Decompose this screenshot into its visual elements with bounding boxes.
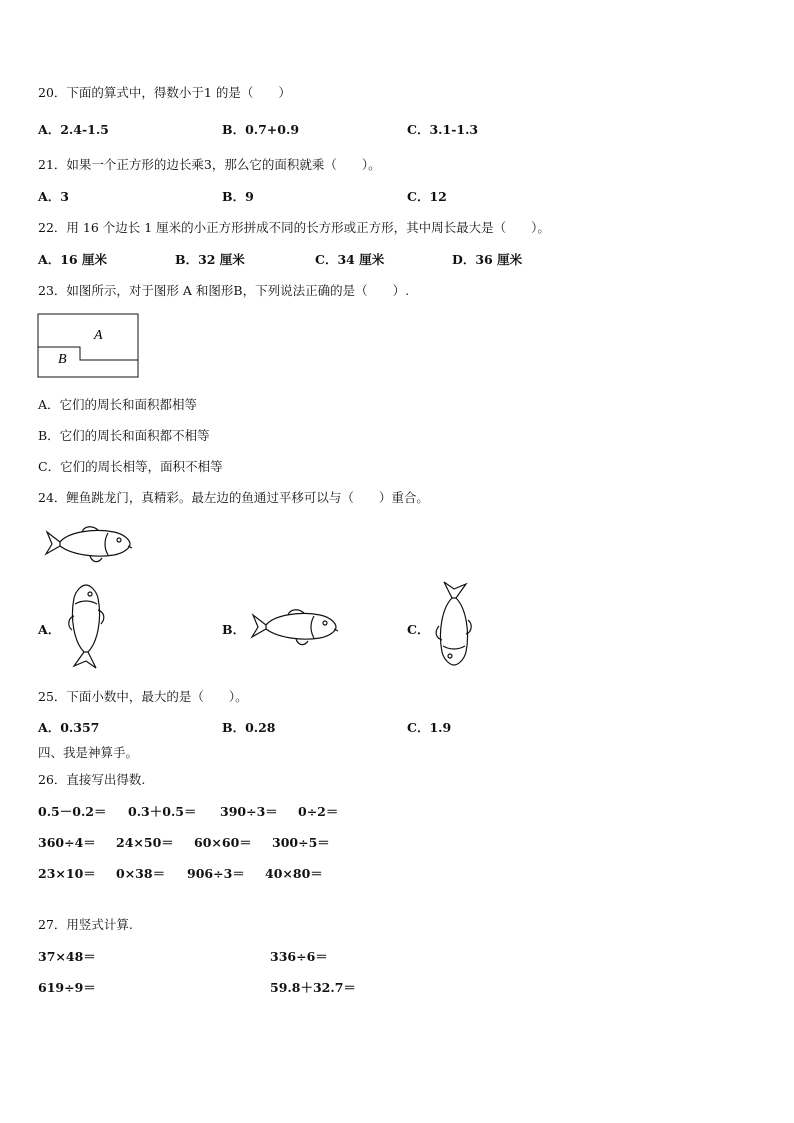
q20-option-b: B．0.7+0.9 [222, 122, 300, 137]
section-4-title: 四、我是神算手。 [38, 745, 139, 760]
q26-item: 300÷5＝ [272, 835, 330, 850]
q26-item: 0÷2＝ [298, 804, 339, 819]
fish-option-b-icon [250, 603, 340, 651]
figure-label-a: A [94, 328, 103, 343]
q26-item: 390÷3＝ [220, 804, 278, 819]
q21-option-c: C．12 [407, 189, 447, 204]
q20-option-a: A．2.4-1.5 [38, 122, 109, 137]
q27-question: 27．用竖式计算. [38, 917, 133, 932]
q27-item: 619÷9＝ [38, 980, 96, 995]
q23-option-a: A．它们的周长和面积都相等 [38, 397, 198, 412]
q22-option-b: B．32 厘米 [175, 252, 245, 267]
q25-option-a: A．0.357 [38, 720, 100, 735]
q23-figure-a-b [37, 313, 140, 379]
q23-question: 23．如图所示，对于图形 A 和图形B，下列说法正确的是（ ）. [38, 283, 410, 298]
fish-option-a-icon [62, 582, 112, 670]
q23-option-c: C．它们的周长相等，面积不相等 [38, 459, 223, 474]
q26-item: 24×50＝ [116, 835, 174, 850]
q25-option-b: B．0.28 [222, 720, 276, 735]
q22-option-c: C．34 厘米 [315, 252, 385, 267]
q21-question: 21．如果一个正方形的边长乘3，那么它的面积就乘（ ）。 [38, 157, 381, 172]
q24-option-b: B． [222, 622, 246, 637]
figure-label-b: B [58, 352, 67, 367]
q25-option-c: C．1.9 [407, 720, 452, 735]
q26-item: 60×60＝ [194, 835, 252, 850]
q26-item: 0.3＋0.5＝ [128, 804, 197, 819]
q26-item: 906÷3＝ [187, 866, 245, 881]
q20-question: 20．下面的算式中，得数小于1 的是（ ） [38, 85, 291, 100]
q27-item: 59.8＋32.7＝ [270, 980, 356, 995]
q22-option-a: A．16 厘米 [38, 252, 107, 267]
q24-question: 24．鲤鱼跳龙门，真精彩。最左边的鱼通过平移可以与（ ）重合。 [38, 490, 429, 505]
fish-reference-icon [44, 520, 134, 568]
q26-item: 0×38＝ [116, 866, 166, 881]
q21-option-b: B．9 [222, 189, 254, 204]
fish-option-c-icon [430, 580, 480, 668]
q23-option-b: B．它们的周长和面积都不相等 [38, 428, 210, 443]
q27-item: 37×48＝ [38, 949, 96, 964]
q27-item: 336÷6＝ [270, 949, 328, 964]
q26-question: 26．直接写出得数. [38, 772, 146, 787]
q24-option-c: C． [407, 622, 430, 637]
q26-item: 0.5－0.2＝ [38, 804, 107, 819]
q21-option-a: A．3 [38, 189, 69, 204]
q26-item: 23×10＝ [38, 866, 96, 881]
q20-option-c: C．3.1-1.3 [407, 122, 479, 137]
q25-question: 25．下面小数中，最大的是（ ）。 [38, 689, 248, 704]
q26-item: 360÷4＝ [38, 835, 96, 850]
q26-item: 40×80＝ [265, 866, 323, 881]
q22-option-d: D．36 厘米 [452, 252, 523, 267]
q22-question: 22．用 16 个边长 1 厘米的小正方形拼成不同的长方形或正方形，其中周长最大是（ ）。 [38, 220, 550, 235]
q24-option-a: A． [38, 622, 61, 637]
